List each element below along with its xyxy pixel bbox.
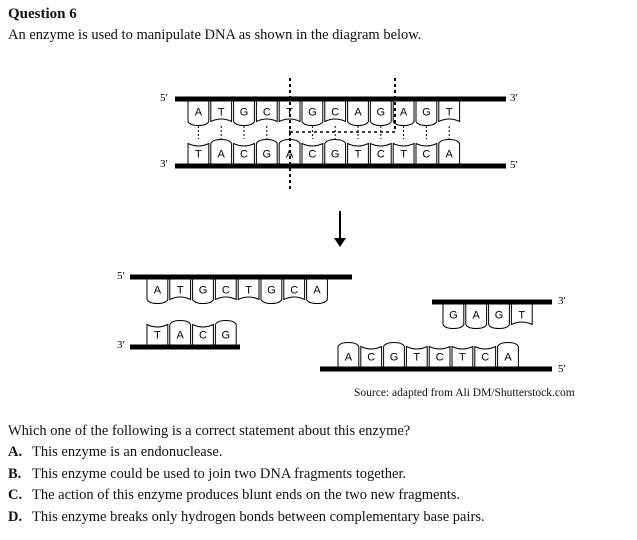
base-letter: A [504,351,512,364]
base-letter: G [262,148,272,161]
sugar-phosphate-backbone [320,367,552,372]
base-letter: C [376,148,385,161]
sugar-phosphate-backbone [130,275,352,280]
base-letter: T [176,284,184,297]
base-letter: G [308,106,317,119]
label-5prime-top: 5′ [160,92,168,104]
sugar-phosphate-backbone [175,97,506,102]
base-letter: C [481,351,490,364]
label-3prime-bottom: 3′ [160,158,168,170]
label-5prime-right: 5′ [558,363,566,375]
base-letter: A [445,148,453,161]
base-letter: C [422,148,431,161]
label-3prime-left: 3′ [117,339,125,351]
option-letter: D. [8,509,23,525]
base-letter: C [240,148,248,161]
base-letter: G [221,329,231,342]
option-c[interactable] [8,487,460,504]
base-letter: G [198,284,208,297]
base-letter: A [217,148,225,161]
base-letter: C [331,106,340,119]
sugar-phosphate-backbone [175,164,506,169]
option-d[interactable] [8,509,485,526]
base-letter: C [262,106,271,119]
base-letter: T [400,148,407,161]
right-fragment [320,300,552,372]
source-credit: Source: adapted from Ali DM/Shutterstock.com [354,387,575,399]
question-title: Question 6 [8,6,77,22]
option-text: The action of this enzyme produces blunt ends on the two new fragments. [32,487,461,503]
base-letter: G [239,106,249,119]
option-a[interactable] [8,444,222,461]
base-letter: A [153,284,162,297]
base-letter: C [199,329,207,342]
option-letter: A. [8,444,23,460]
base-letter: G [494,309,504,322]
base-letter: A [285,148,294,161]
sugar-phosphate-backbone [130,345,240,350]
base-letter: C [435,351,444,364]
base-letter: G [449,309,458,322]
label-5prime-bottom: 5′ [510,159,518,171]
base-letter: C [367,351,376,364]
option-text: This enzyme breaks only hydrogen bonds between complementary base pairs. [32,509,485,525]
intact-dna-bottom [175,140,506,169]
question-stem: An enzyme is used to manipulate DNA as shown in the diagram below. [8,27,422,43]
base-letter: T [413,351,421,364]
base-letter: T [518,309,526,322]
base-letter: A [194,106,203,119]
base-letter: T [354,148,362,161]
option-text: This enzyme is an endonuclease. [32,444,223,460]
label-5prime-left: 5′ [117,270,125,282]
base-letter: G [389,351,399,364]
base-letter: A [313,284,321,297]
label-3prime-top: 3′ [510,92,518,104]
option-letter: C. [8,487,23,503]
base-letter: T [459,351,466,364]
question-prompt: Which one of the following is a correct statement about this enzyme? [8,423,411,439]
base-letter: C [290,284,299,297]
label-3prime-right: 3′ [558,295,566,307]
sugar-phosphate-backbone [432,300,552,305]
base-letter: G [267,284,276,297]
option-text: This enzyme could be used to join two DNA fragments together. [32,466,407,482]
base-letter: A [472,309,480,322]
base-letter: T [154,329,161,342]
base-letter: A [354,106,362,119]
option-b[interactable] [8,466,406,483]
base-letter: G [376,106,386,119]
reaction-arrow-head [334,238,346,247]
base-letter: T [195,148,202,161]
left-fragment [130,275,352,350]
base-letter: C [308,148,317,161]
base-letter: T [286,106,293,119]
base-letter: A [344,351,353,364]
base-letter: T [217,106,225,119]
base-letter: C [221,284,230,297]
base-letter: A [176,329,184,342]
option-letter: B. [8,466,22,482]
base-letter: G [422,106,431,119]
base-letter: T [245,284,252,297]
base-letter: G [330,148,340,161]
base-letter: T [445,106,453,119]
base-letter: A [399,106,408,119]
